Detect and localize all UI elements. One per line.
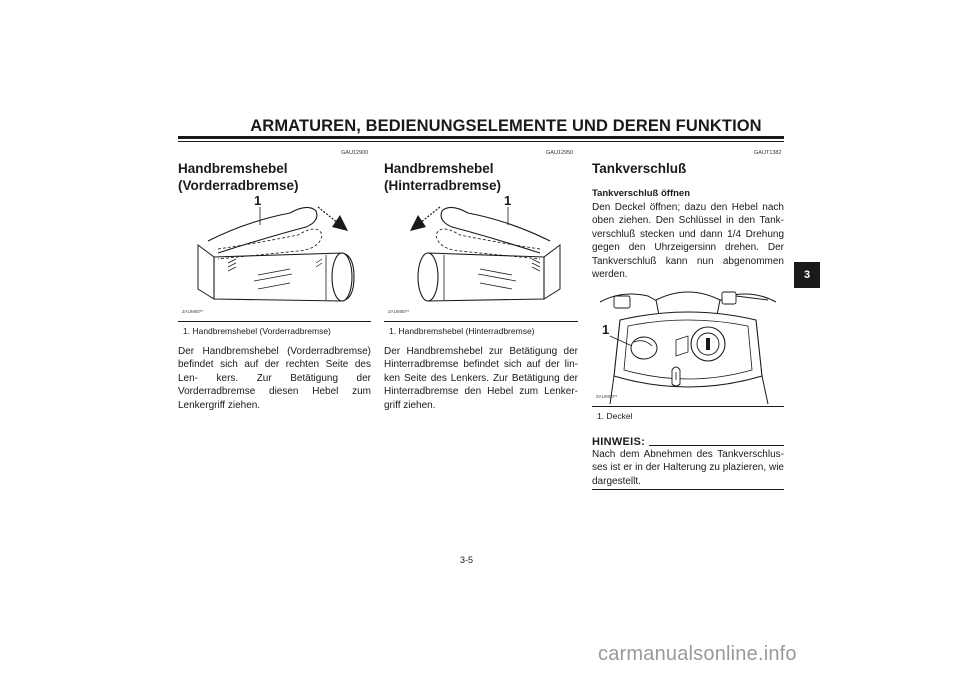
caption-rule [384,321,578,322]
caption-rule [178,321,371,322]
note-rule [649,445,784,446]
figure-callout: 1 [602,322,610,337]
heading-line: Handbremshebel [384,161,494,176]
section-code: GAUT1382 [754,150,782,156]
figure-callout: 1 [504,193,512,208]
figure-ref: ZAUM00** [388,309,410,314]
section-heading: Tankverschluß [592,161,687,176]
page-number: 3-5 [460,555,474,565]
watermark: carmanualsonline.info [598,643,797,665]
figure-caption: 1. Handbremshebel (Vorderradbremse) [183,326,331,336]
handlebar-grip-illustration [178,193,371,321]
section-code: GAU12900 [341,150,369,156]
figure-callout: 1 [254,193,262,208]
figure-caption: 1. Handbremshebel (Hinterradbremse) [389,326,535,336]
subheading: Tankverschluß öffnen [592,188,691,199]
rear-brake-lever-figure [384,193,578,321]
body-paragraph: Der Handbremshebel (Vorderradbremse) befindet sich auf der rechten Seite des Len- kers. Zur Betätigung der Vorderradbremse diesen Hebel zum Lenkergriff ziehen. [178,346,371,411]
fuel-cap-illustration [592,280,784,406]
note-body: Nach dem Abnehmen des Tankverschlus- ses ist er in der Halterung zu plazieren, wie dargestellt. [592,449,784,487]
title-rule-thin [178,141,784,142]
body-paragraph: Der Handbremshebel zur Betätigung der Hinterradbremse befindet sich auf der lin- ken Seite des Lenkers. Zur Betätigung der Hinterradbremse den Hebel zum Lenker- griff ziehen. [384,346,578,411]
figure-ref: ZAUM00** [596,394,618,399]
chapter-tab: 3 [794,262,820,288]
section-code: GAU12950 [546,150,574,156]
fuel-cap-figure [592,280,784,406]
body-paragraph: Den Deckel öffnen; dazu den Hebel nach oben ziehen. Den Schlüssel in den Tank- verschluß stecken und dann 1/4 Drehung gegen den Uhrzeigersinn drehen. Der Tankverschluß kann nun abgenommen werden. [592,202,784,281]
heading-line: (Hinterradbremse) [384,178,502,193]
note-end-rule [592,489,784,490]
title-rule [178,136,784,139]
figure-caption: 1. Deckel [597,411,633,421]
handlebar-grip-illustration [384,193,578,321]
page-title: ARMATUREN, BEDIENUNGSELEMENTE UND DEREN FUNKTION [250,117,762,135]
heading-line: (Vorderradbremse) [178,178,299,193]
note-label: HINWEIS: [592,436,646,448]
figure-ref: ZAUM00** [182,309,204,314]
heading-line: Handbremshebel [178,161,288,176]
front-brake-lever-figure [178,193,371,321]
caption-rule [592,406,784,407]
section-heading [178,160,299,194]
section-heading [384,160,501,194]
